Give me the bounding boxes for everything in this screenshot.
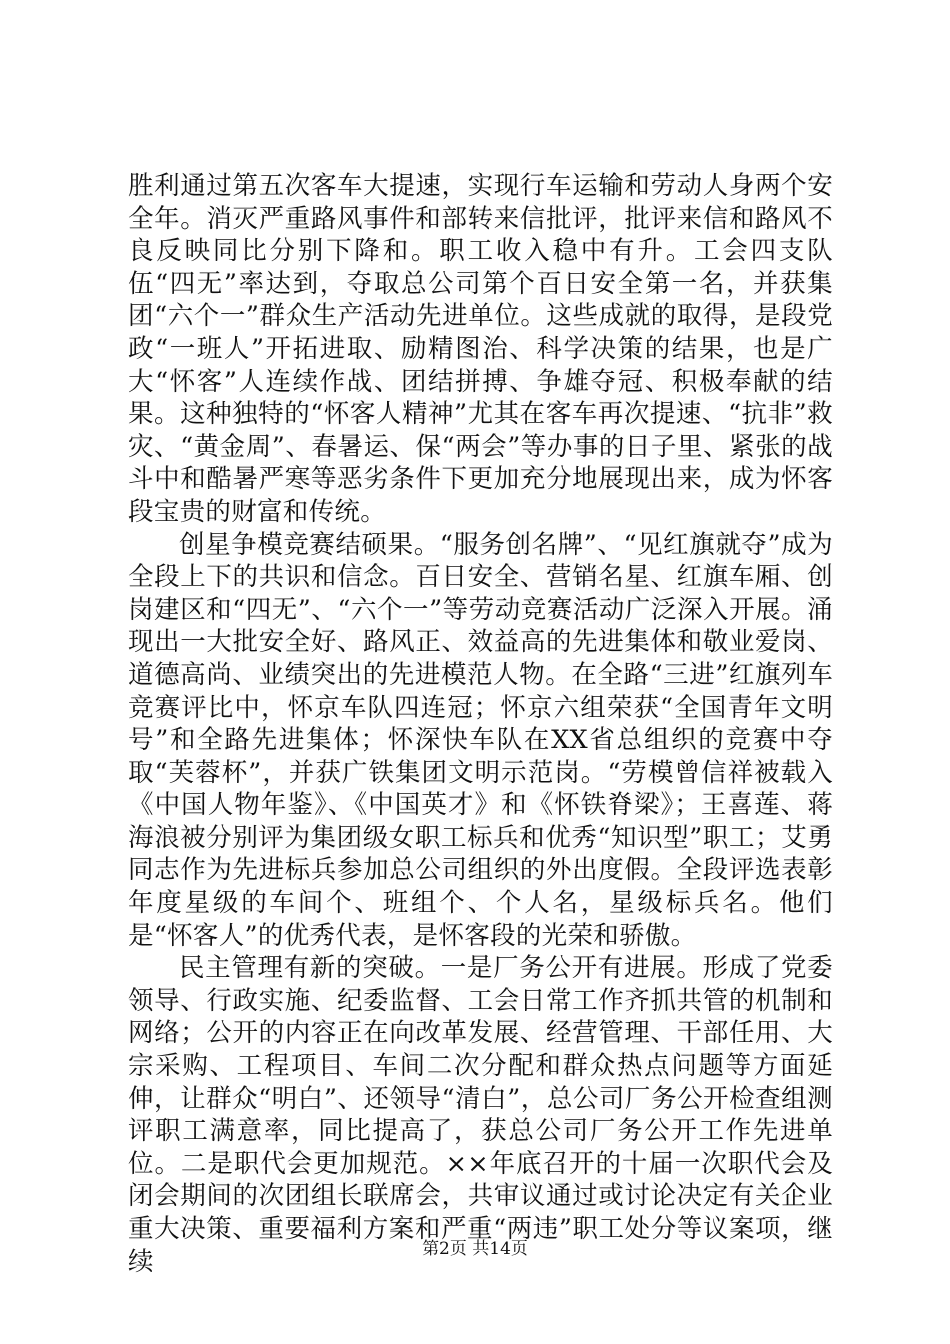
paragraph-democratic-management: 民主管理有新的突破。一是厂务公开有进展。形成了党委领导、行政实施、纪委监督、工会日常工作齐抓共管的机制和网络；公开的内容正在向改革发展、经营管理、干部任用、大宗采购、工程项目、车间二次分配和群众热点问题等方面延伸，让群众“明白”、还领导“清白”，总公司厂务公开检查组测评职工满意率，同比提高了，获总公司厂务公开工作先进单位。二是职代会更加规范。××年底召开的十届一次职代会及闭会期间的次团组长联席会，共审议通过或讨论决定有关企业重大决策、重要福利方案和严重“两违”职工处分等议案项，继续: [128, 953, 833, 1277]
page-number-footer: 第2页 共14页: [422, 1239, 528, 1259]
document-body: [128, 170, 833, 1278]
paragraph-continuation: 胜利通过第五次客车大提速，实现行车运输和劳动人身两个安全年。消灭严重路风事件和部转来信批评，批评来信和路风不良反映同比分别下降和。职工收入稳中有升。工会四支队伍“四无”率达到，夺取总公司第个百日安全第一名，并获集团“六个一”群众生产活动先进单位。这些成就的取得，是段党政“一班人”开拓进取、励精图治、科学决策的结果，也是广大“怀客”人连续作战、团结拼搏、争雄夺冠、积极奉献的结果。这种独特的“怀客人精神”尤其在客车再次提速、“抗非”救灾、“黄金周”、春暑运、保“两会”等办事的日子里、紧张的战斗中和酷暑严寒等恶劣条件下更加充分地展现出来，成为怀客段宝贵的财富和传统。: [128, 171, 833, 527]
paragraph-star-competition: 创星争模竞赛结硕果。“服务创名牌”、“见红旗就夺”成为全段上下的共识和信念。百日安全、营销名星、红旗车厢、创岗建区和“四无”、“六个一”等劳动竞赛活动广泛深入开展。涌现出一大批安全好、路风正、效益高的先进集体和敬业爱岗、道德高尚、业绩突出的先进模范人物。在全路“三进”红旗列车竞赛评比中，怀京车队四连冠；怀京六组荣获“全国青年文明号”和全路先进集体；怀深快车队在XX省总组织的竞赛中夺取“芙蓉杯”，并获广铁集团文明示范岗。“劳模曾信祥被载入《中国人物年鉴》、《中国英才》和《怀铁脊梁》；王喜莲、蒋海浪被分别评为集团级女职工标兵和优秀“知识型”职工；艾勇同志作为先进标兵参加总公司组织的外出度假。全段评选表彰年度星级的车间个、班组个、个人名，星级标兵名。他们是“怀客人”的优秀代表，是怀客段的光荣和骄傲。: [128, 529, 833, 951]
